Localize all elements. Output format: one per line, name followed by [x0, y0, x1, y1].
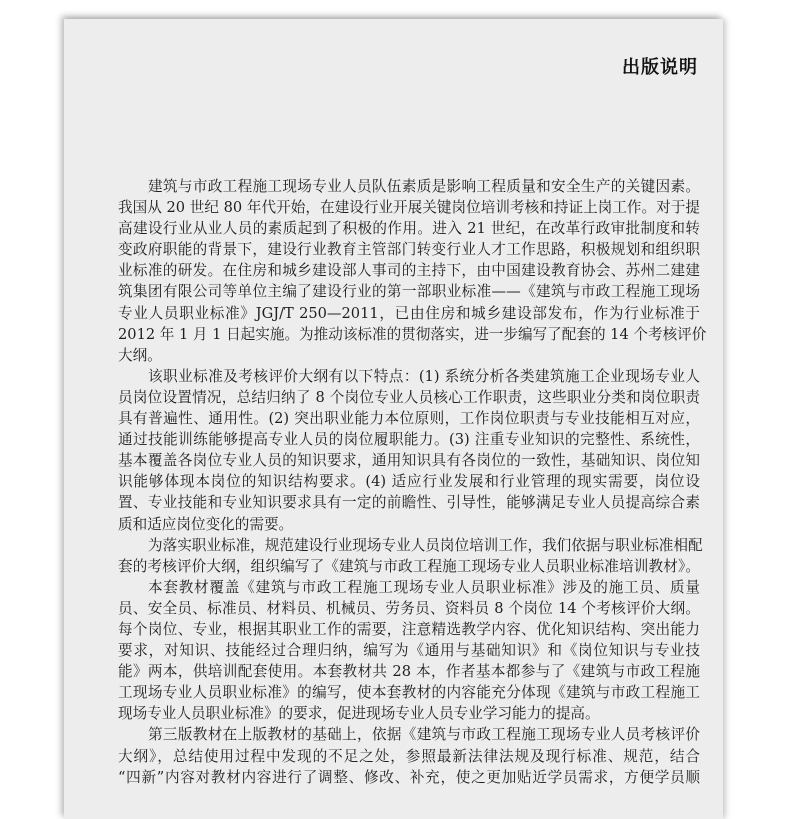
text-line: 大纲。 [118, 346, 162, 364]
document-body [118, 176, 707, 788]
text-line: 套的考核评价大纲，组织编写了《建筑与市政工程施工现场专业人员职业标准培训教材》。 [118, 557, 700, 575]
text-line: 员、安全员、标准员、材料员、机械员、劳务员、资料员 8 个岗位 14 个考核评价大纲。 [118, 599, 700, 617]
text-line: 本套教材覆盖《建筑与市政工程施工现场专业人员职业标准》涉及的施工员、质量 [148, 578, 700, 596]
paragraph [118, 724, 700, 787]
text-line: 变政府职能的背景下，建设行业教育主管部门转变行业人才工作思路，积极规划和组织职 [118, 241, 700, 259]
text-line: 质和适应岗位变化的需要。 [118, 515, 294, 533]
text-line: 每个岗位、专业，根据其职业工作的需要，注意精选教学内容、优化知识结构、突出能力 [118, 620, 700, 638]
text-line: 专业人员职业标准》JGJ/T 250—2011，已由住房和城乡建设部发布，作为行业标准于 [118, 304, 700, 322]
text-line: “四新”内容对教材内容进行了调整、修改、补充，使之更加贴近学员需求，方便学员顺 [118, 768, 700, 786]
text-line: 置、专业技能和专业知识要求具有一定的前瞻性、引导性，能够满足专业人员提高综合素 [118, 494, 700, 512]
text-line: 我国从 20 世纪 80 年代开始，在建设行业开展关键岗位培训考核和持证上岗工作。对于提 [118, 199, 700, 217]
text-line: 识能够体现本岗位的知识结构要求。(4) 适应行业发展和行业管理的现实需要，岗位设 [118, 473, 700, 491]
paragraph [118, 366, 700, 535]
text-line: 为落实职业标准，规范建设行业现场专业人员岗位培训工作，我们依据与职业标准相配 [148, 536, 703, 554]
text-line: 该职业标准及考核评价大纲有以下特点：(1) 系统分析各类建筑施工企业现场专业人 [148, 367, 700, 385]
text-line: 筑集团有限公司等单位主编了建设行业的第一部职业标准——《建筑与市政工程施工现场 [118, 283, 700, 301]
paragraph [118, 176, 707, 366]
text-line: 高建设行业从业人员的素质起到了积极的作用。进入 21 世纪，在改革行政审批制度和转 [118, 220, 700, 238]
text-line: 能》两本，供培训配套使用。本套教材共 28 本，作者基本都参与了《建筑与市政工程施 [118, 663, 700, 681]
text-line: 大纲》，总结使用过程中发现的不足之处，参照最新法律法规及现行标准、规范，结合 [118, 747, 700, 765]
page-title: 出版说明 [622, 57, 698, 78]
text-line: 2012 年 1 月 1 日起实施。为推动该标准的贯彻落实，进一步编写了配套的 14 个考核评价 [118, 325, 707, 343]
paragraph [118, 577, 700, 725]
text-line: 基本覆盖各岗位专业人员的知识要求，通用知识具有各岗位的一致性，基础知识、岗位知 [118, 452, 700, 470]
text-line: 业标准的研发。在住房和城乡建设部人事司的主持下，由中国建设教育协会、苏州二建建 [118, 262, 700, 280]
text-line: 工现场专业人员职业标准》的编写，使本套教材的内容能充分体现《建筑与市政工程施工 [118, 684, 700, 702]
text-line: 要求，对知识、技能经过合理归纳，编写为《通用与基础知识》和《岗位知识与专业技 [118, 642, 700, 660]
text-line: 建筑与市政工程施工现场专业人员队伍素质是影响工程质量和安全生产的关键因素。 [148, 178, 700, 195]
document-page [64, 19, 723, 819]
text-line: 通过技能训练能够提高专业人员的岗位履职能力。(3) 注重专业知识的完整性、系统性， [118, 431, 700, 449]
text-line: 第三版教材在上版教材的基础上，依据《建筑与市政工程施工现场专业人员考核评价 [148, 726, 700, 744]
text-line: 具有普遍性、通用性。(2) 突出职业能力本位原则，工作岗位职责与专业技能相互对应， [118, 410, 700, 428]
text-line: 现场专业人员职业标准》的要求，促进现场专业人员专业学习能力的提高。 [118, 705, 600, 723]
text-line: 员岗位设置情况，总结归纳了 8 个岗位专业人员核心工作职责，这些职业分类和岗位职责 [118, 388, 700, 406]
paragraph [118, 535, 703, 577]
